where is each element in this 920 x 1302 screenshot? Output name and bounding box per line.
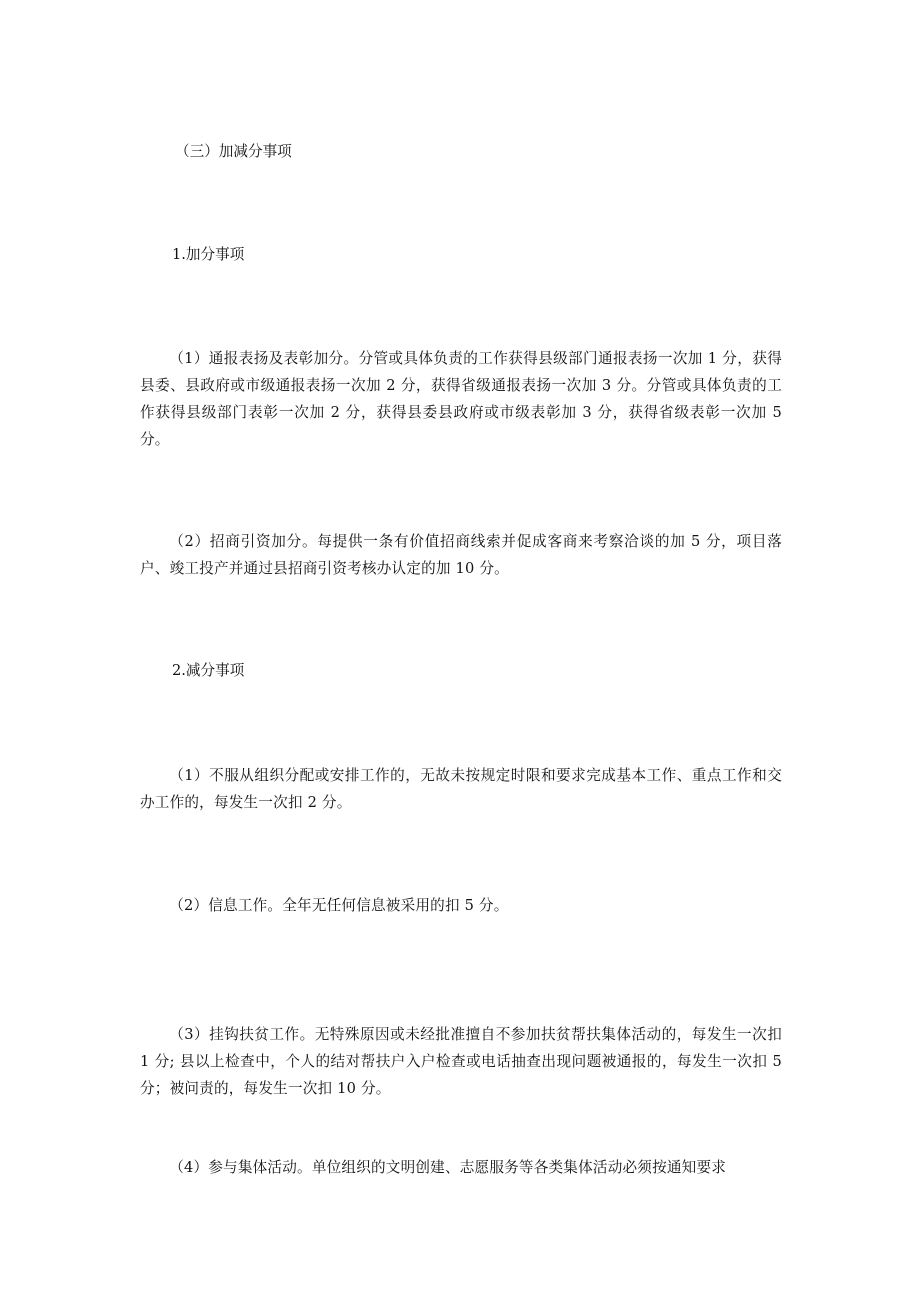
deduction-item-1: （1）不服从组织分配或安排工作的，无故未按规定时限和要求完成基本工作、重点工作和交办工作的，每发生一次扣 2 分。 [140, 767, 782, 811]
deduction-item-4: （4）参与集体活动。单位组织的文明创建、志愿服务等各类集体活动必须按通知要求 [169, 1159, 727, 1176]
deduction-item-2: （2）信息工作。全年无任何信息被采用的扣 5 分。 [169, 897, 509, 914]
bonus-heading: 1.加分事项 [172, 246, 245, 263]
deduction-heading: 2.减分事项 [172, 662, 245, 679]
deduction-item-3: （3）挂钩扶贫工作。无特殊原因或未经批准擅自不参加扶贫帮扶集体活动的，每发生一次扣 1 分; 县以上检查中，个人的结对帮扶户入户检查或电话抽查出现问题被通报的，每发生一次扣 5 分；被问责的，每发生一次扣 10 分。 [140, 1026, 782, 1097]
bonus-item-1: （1）通报表扬及表彰加分。分管或具体负责的工作获得县级部门通报表扬一次加 1 分，获得县委、县政府或市级通报表扬一次加 2 分，获得省级通报表扬一次加 3 分。分管或具体负责的工作获得县级部门表彰一次加 2 分，获得县委县政府或市级表彰加 3 分，获得省级表彰一次加 5 分。 [140, 350, 782, 448]
section-title: （三）加减分事项 [175, 143, 292, 160]
bonus-item-2: （2）招商引资加分。每提供一条有价值招商线索并促成客商来考察洽谈的加 5 分，项目落户、竣工投产并通过县招商引资考核办认定的加 10 分。 [140, 533, 782, 577]
